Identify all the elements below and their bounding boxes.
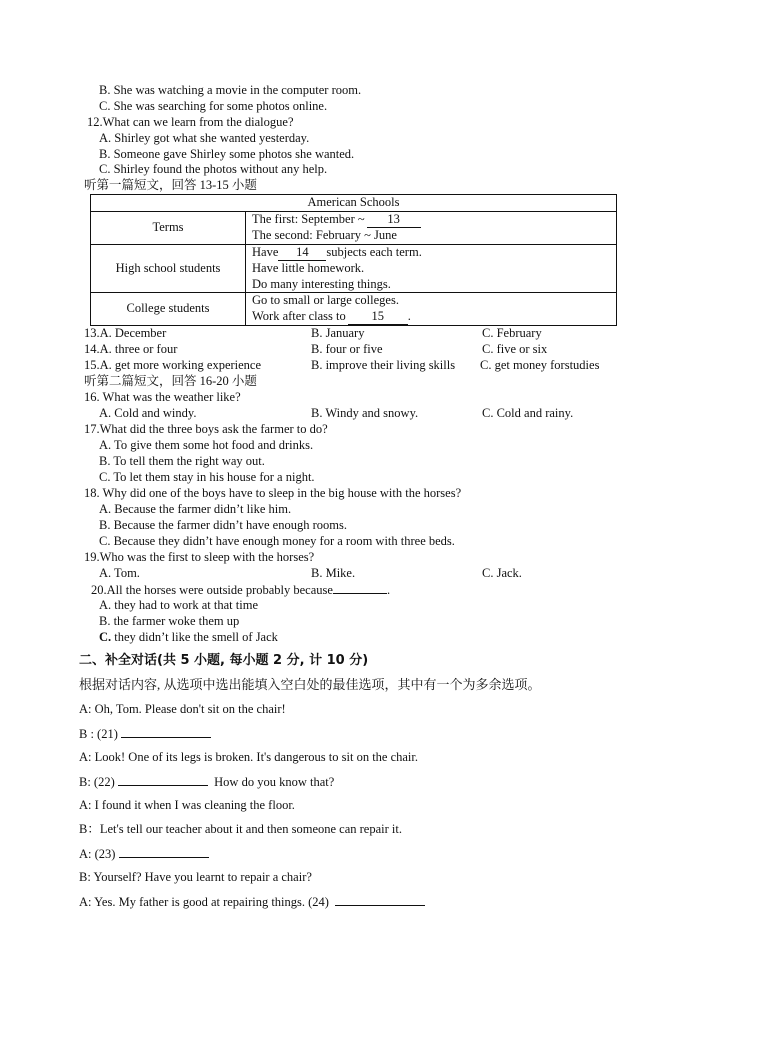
dialogue-line-2-row	[79, 725, 211, 742]
row-label-high-school: High school students	[91, 244, 246, 293]
blank-14: 14	[278, 245, 326, 262]
q15-option-a: 15.A. get more working experience	[84, 358, 262, 372]
q12-option-a: A. Shirley got what she wanted yesterday.	[99, 131, 310, 145]
q18-option-b: B. Because the farmer didn’t have enough rooms.	[99, 518, 347, 532]
q18-option-a: A. Because the farmer didn’t like him.	[99, 502, 292, 516]
q20-option-c: they didn’t like the smell of Jack	[111, 630, 278, 644]
dialogue-line-9-row	[79, 893, 425, 910]
q12-question: 12.What can we learn from the dialogue?	[87, 115, 294, 129]
q13-option-c: C. February	[482, 326, 542, 340]
q11-option-b: B. She was watching a movie in the computer room.	[99, 83, 362, 97]
hs-line-1b: subjects each term.	[326, 244, 422, 259]
dialogue-line-8: B: Yourself? Have you learnt to repair a chair?	[79, 870, 312, 884]
q15-option-b: B. improve their living skills	[311, 358, 456, 372]
q17-option-a: A. To give them some hot food and drinks.	[99, 438, 314, 452]
q19-option-c: C. Jack.	[482, 566, 522, 580]
blank-23[interactable]	[119, 845, 209, 858]
q16-option-b: B. Windy and snowy.	[311, 406, 419, 420]
q14-option-a: 14.A. three or four	[84, 342, 178, 356]
college-line-1: Go to small or large colleges.	[252, 293, 399, 307]
q17-option-c: C. To let them stay in his house for a night.	[99, 470, 315, 484]
terms-line-2: The second: February ~ June	[252, 228, 397, 242]
dialogue-line-1: A: Oh, Tom. Please don't sit on the chair!	[79, 702, 286, 716]
q13-option-a: 13.A. December	[84, 326, 167, 340]
q20-option-a: A. they had to work at that time	[99, 598, 258, 612]
q20-option-b: B. the farmer woke them up	[99, 614, 240, 628]
american-schools-table	[90, 194, 617, 326]
table-title: American Schools	[91, 195, 617, 212]
blank-13: 13	[367, 212, 421, 229]
q19-question: 19.Who was the first to sleep with the horses?	[84, 550, 315, 564]
q17-option-b: B. To tell them the right way out.	[99, 454, 265, 468]
dialogue-line-7-row	[79, 845, 209, 862]
row-label-terms: Terms	[91, 211, 246, 244]
q14-option-c: C. five or six	[482, 342, 548, 356]
q12-option-c: C. Shirley found the photos without any help.	[99, 162, 328, 176]
college-line-2: Work after class to	[252, 308, 346, 323]
section2-heading: 听第二篇短文，回答 16-20 小题	[84, 374, 257, 388]
row-label-college: College students	[91, 293, 246, 326]
q20-option-c-letter: C.	[99, 630, 112, 644]
q18-option-c: C. Because they didn’t have enough money for a room with three beds.	[99, 534, 455, 548]
blank-15: 15	[348, 309, 408, 326]
dialogue-line-6: B：Let's tell our teacher about it and then someone can repair it.	[79, 822, 402, 836]
dialogue-line-4: B: (22)	[79, 775, 115, 789]
q13-option-b: B. January	[311, 326, 365, 340]
row-content-high-school	[246, 244, 617, 293]
dialogue-line-2: B : (21)	[79, 727, 118, 741]
dialogue-line-3: A: Look! One of its legs is broken. It's dangerous to sit on the chair.	[79, 750, 419, 764]
q12-option-b: B. Someone gave Shirley some photos she wanted.	[99, 147, 355, 161]
hs-line-3: Do many interesting things.	[252, 276, 391, 291]
q19-option-b: B. Mike.	[311, 566, 356, 580]
terms-line-1: The first: September ~	[252, 211, 365, 226]
dialogue-line-4-row	[79, 773, 334, 790]
q16-option-a: A. Cold and windy.	[99, 406, 197, 420]
blank-22[interactable]	[118, 773, 208, 786]
q18-question: 18. Why did one of the boys have to sleep in the big house with the horses?	[84, 486, 462, 500]
dialogue-line-4b: How do you know that?	[214, 775, 335, 789]
hs-line-1a: Have	[252, 244, 279, 259]
row-content-terms	[246, 211, 617, 244]
q19-option-a: A. Tom.	[99, 566, 140, 580]
dialogue-line-7: A: (23)	[79, 847, 116, 861]
dialogue-line-9: A: Yes. My father is good at repairing things. (24)	[79, 895, 329, 909]
q20-question: 20.All the horses were outside probably because	[91, 583, 333, 597]
q16-question: 16. What was the weather like?	[84, 390, 241, 404]
blank-21[interactable]	[121, 725, 211, 738]
q20-option-c-line	[99, 629, 278, 645]
row-content-college: Go to small or large colleges. Work after class to 15 .	[246, 293, 617, 326]
part2-heading: 二、补全对话(共 5 小题, 每小题 2 分, 计 10 分)	[79, 653, 369, 668]
q16-option-c: C. Cold and rainy.	[482, 406, 574, 420]
q14-option-b: B. four or five	[311, 342, 383, 356]
q20-question-line: 20.All the horses were outside probably because .	[91, 583, 391, 597]
part2-instruction: 根据对话内容, 从选项中选出能填入空白处的最佳选项，其中有一个为多余选项。	[79, 677, 541, 692]
q20-blank	[333, 581, 387, 594]
section1-heading: 听第一篇短文，回答 13-15 小题	[84, 178, 257, 192]
q17-question: 17.What did the three boys ask the farmer to do?	[84, 422, 328, 436]
q11-option-c: C. She was searching for some photos online.	[99, 99, 328, 113]
hs-line-2: Have little homework.	[252, 261, 365, 275]
q15-option-c: C. get money forstudies	[480, 358, 600, 372]
dialogue-line-5: A: I found it when I was cleaning the floor.	[79, 798, 295, 812]
blank-24[interactable]	[335, 893, 425, 906]
